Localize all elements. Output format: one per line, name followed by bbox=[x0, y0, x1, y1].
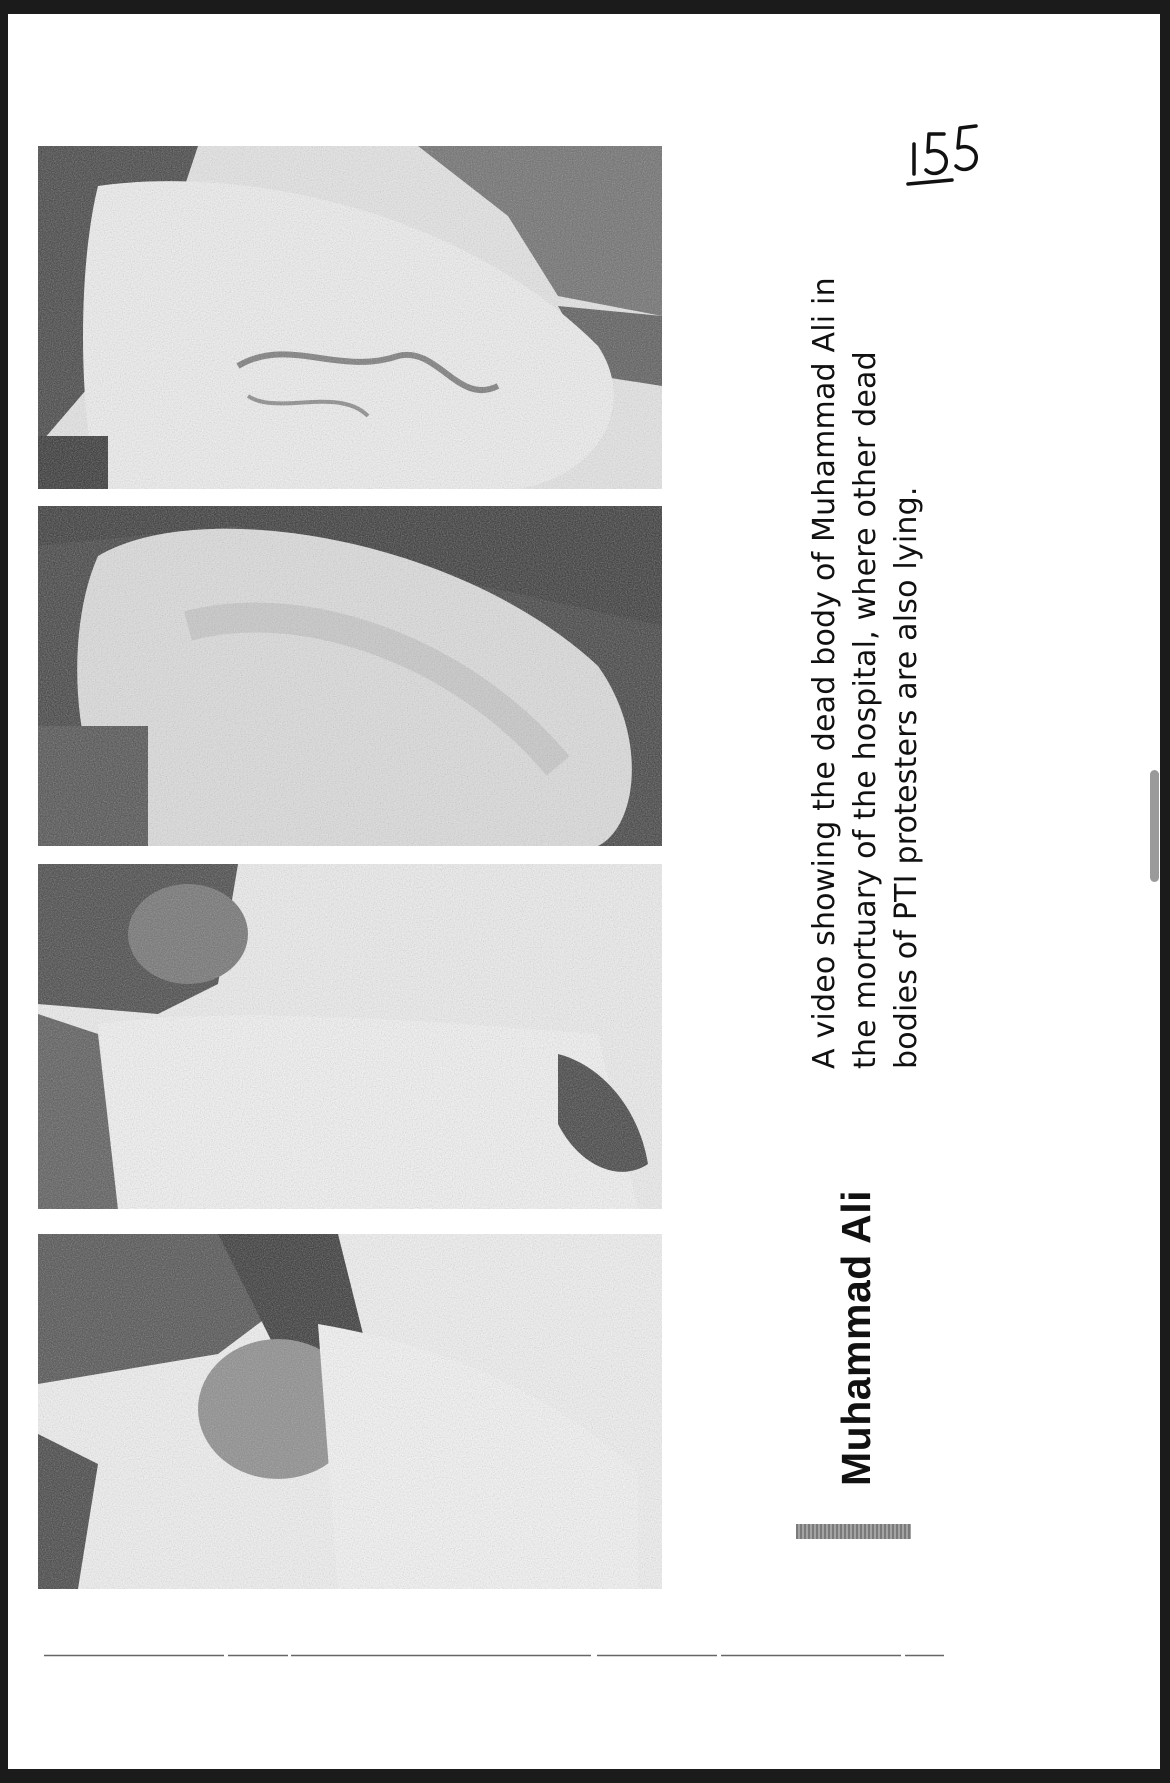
photo-caption bbox=[804, 277, 927, 1069]
scan-artifact-line bbox=[44, 1654, 944, 1657]
photo-1 bbox=[38, 146, 662, 489]
handwritten-page-number bbox=[904, 114, 994, 194]
photo-4-image bbox=[38, 1234, 662, 1589]
scrollbar-thumb[interactable] bbox=[1150, 770, 1159, 882]
accent-bar bbox=[796, 1524, 911, 1539]
photo-3 bbox=[38, 864, 662, 1209]
photo-3-image bbox=[38, 864, 662, 1209]
document-page bbox=[8, 14, 1160, 1769]
photo-1-image bbox=[38, 146, 662, 489]
person-name: Muhammad Ali bbox=[833, 1189, 879, 1486]
photo-4 bbox=[38, 1234, 662, 1589]
caption-line-3: bodies of PTI protesters are also lying. bbox=[889, 486, 924, 1069]
photo-2 bbox=[38, 506, 662, 846]
caption-line-2: the mortuary of the hospital, where other dead bbox=[848, 351, 883, 1069]
photo-2-image bbox=[38, 506, 662, 846]
caption-line-1: A video showing the dead body of Muhammad Ali in bbox=[807, 277, 842, 1069]
